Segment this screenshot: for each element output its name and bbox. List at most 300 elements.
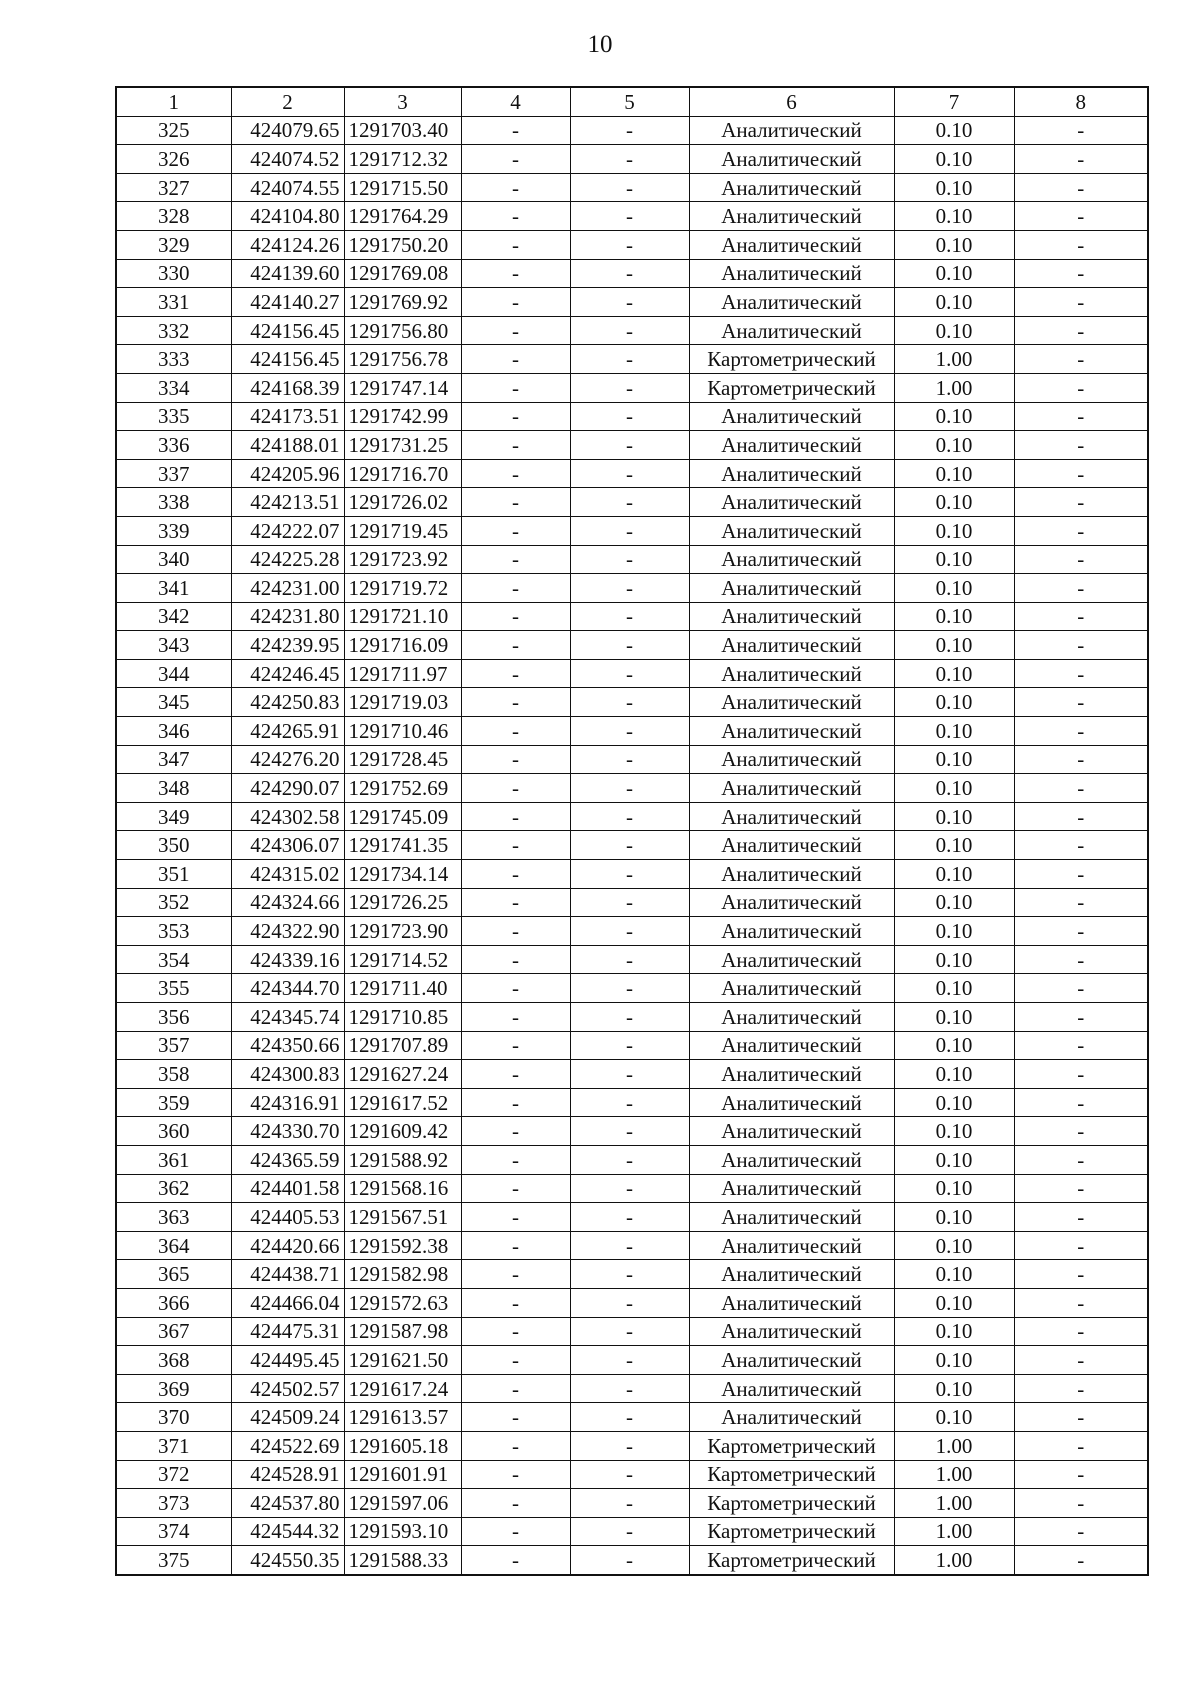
table-row <box>116 1145 1148 1174</box>
point-number-cell: 344 <box>116 659 231 688</box>
col8-cell: - <box>1014 1431 1148 1460</box>
table-row <box>116 288 1148 317</box>
point-number-cell: 360 <box>116 1117 231 1146</box>
y-coordinate-cell: 1291726.02 <box>344 488 461 517</box>
col8-cell: - <box>1014 1117 1148 1146</box>
point-number-cell: 333 <box>116 345 231 374</box>
method-cell: Аналитический <box>689 488 894 517</box>
col8-cell: - <box>1014 1374 1148 1403</box>
accuracy-cell: 0.10 <box>894 459 1014 488</box>
col5-cell: - <box>570 1174 689 1203</box>
col8-cell: - <box>1014 888 1148 917</box>
method-cell: Картометрический <box>689 373 894 402</box>
col4-cell: - <box>461 1060 570 1089</box>
table-row <box>116 202 1148 231</box>
method-cell: Аналитический <box>689 202 894 231</box>
y-coordinate-cell: 1291719.03 <box>344 688 461 717</box>
accuracy-cell: 0.10 <box>894 1346 1014 1375</box>
x-coordinate-cell: 424420.66 <box>231 1231 344 1260</box>
col4-cell: - <box>461 145 570 174</box>
table-row <box>116 1317 1148 1346</box>
method-cell: Аналитический <box>689 316 894 345</box>
col8-cell: - <box>1014 659 1148 688</box>
x-coordinate-cell: 424104.80 <box>231 202 344 231</box>
col4-cell: - <box>461 288 570 317</box>
col5-cell: - <box>570 116 689 145</box>
col5-cell: - <box>570 974 689 1003</box>
point-number-cell: 358 <box>116 1060 231 1089</box>
x-coordinate-cell: 424509.24 <box>231 1403 344 1432</box>
x-coordinate-cell: 424350.66 <box>231 1031 344 1060</box>
col8-cell: - <box>1014 1460 1148 1489</box>
accuracy-cell: 0.10 <box>894 860 1014 889</box>
x-coordinate-cell: 424140.27 <box>231 288 344 317</box>
method-cell: Аналитический <box>689 116 894 145</box>
col4-cell: - <box>461 1346 570 1375</box>
col8-cell: - <box>1014 1489 1148 1518</box>
y-coordinate-cell: 1291719.72 <box>344 574 461 603</box>
col8-cell: - <box>1014 602 1148 631</box>
point-number-cell: 374 <box>116 1517 231 1546</box>
y-coordinate-cell: 1291605.18 <box>344 1431 461 1460</box>
table-row <box>116 316 1148 345</box>
col5-cell: - <box>570 1374 689 1403</box>
col5-cell: - <box>570 631 689 660</box>
y-coordinate-cell: 1291587.98 <box>344 1317 461 1346</box>
method-cell: Аналитический <box>689 1060 894 1089</box>
col5-cell: - <box>570 717 689 746</box>
point-number-cell: 365 <box>116 1260 231 1289</box>
y-coordinate-cell: 1291572.63 <box>344 1288 461 1317</box>
col8-cell: - <box>1014 802 1148 831</box>
point-number-cell: 342 <box>116 602 231 631</box>
col5-cell: - <box>570 1260 689 1289</box>
method-cell: Картометрический <box>689 345 894 374</box>
col5-cell: - <box>570 230 689 259</box>
table-row <box>116 574 1148 603</box>
x-coordinate-cell: 424139.60 <box>231 259 344 288</box>
point-number-cell: 368 <box>116 1346 231 1375</box>
y-coordinate-cell: 1291769.92 <box>344 288 461 317</box>
accuracy-cell: 0.10 <box>894 230 1014 259</box>
point-number-cell: 352 <box>116 888 231 917</box>
y-coordinate-cell: 1291742.99 <box>344 402 461 431</box>
y-coordinate-cell: 1291734.14 <box>344 860 461 889</box>
table-row <box>116 1060 1148 1089</box>
x-coordinate-cell: 424401.58 <box>231 1174 344 1203</box>
col8-cell: - <box>1014 145 1148 174</box>
header-cell: 2 <box>231 87 344 116</box>
point-number-cell: 375 <box>116 1546 231 1575</box>
col8-cell: - <box>1014 1346 1148 1375</box>
x-coordinate-cell: 424322.90 <box>231 917 344 946</box>
point-number-cell: 330 <box>116 259 231 288</box>
col5-cell: - <box>570 145 689 174</box>
col8-cell: - <box>1014 688 1148 717</box>
method-cell: Аналитический <box>689 1203 894 1232</box>
method-cell: Аналитический <box>689 459 894 488</box>
x-coordinate-cell: 424231.00 <box>231 574 344 603</box>
accuracy-cell: 1.00 <box>894 345 1014 374</box>
x-coordinate-cell: 424495.45 <box>231 1346 344 1375</box>
y-coordinate-cell: 1291711.40 <box>344 974 461 1003</box>
point-number-cell: 372 <box>116 1460 231 1489</box>
method-cell: Аналитический <box>689 259 894 288</box>
header-cell: 5 <box>570 87 689 116</box>
x-coordinate-cell: 424405.53 <box>231 1203 344 1232</box>
accuracy-cell: 0.10 <box>894 1288 1014 1317</box>
x-coordinate-cell: 424265.91 <box>231 717 344 746</box>
col8-cell: - <box>1014 373 1148 402</box>
col5-cell: - <box>570 688 689 717</box>
y-coordinate-cell: 1291617.24 <box>344 1374 461 1403</box>
col4-cell: - <box>461 488 570 517</box>
col8-cell: - <box>1014 945 1148 974</box>
col4-cell: - <box>461 373 570 402</box>
x-coordinate-cell: 424344.70 <box>231 974 344 1003</box>
col8-cell: - <box>1014 488 1148 517</box>
table-row <box>116 1260 1148 1289</box>
method-cell: Картометрический <box>689 1489 894 1518</box>
method-cell: Аналитический <box>689 974 894 1003</box>
col8-cell: - <box>1014 717 1148 746</box>
method-cell: Аналитический <box>689 659 894 688</box>
accuracy-cell: 0.10 <box>894 1260 1014 1289</box>
col4-cell: - <box>461 316 570 345</box>
point-number-cell: 334 <box>116 373 231 402</box>
accuracy-cell: 0.10 <box>894 659 1014 688</box>
method-cell: Аналитический <box>689 230 894 259</box>
col5-cell: - <box>570 516 689 545</box>
x-coordinate-cell: 424466.04 <box>231 1288 344 1317</box>
y-coordinate-cell: 1291627.24 <box>344 1060 461 1089</box>
accuracy-cell: 0.10 <box>894 688 1014 717</box>
col8-cell: - <box>1014 745 1148 774</box>
table-row <box>116 1403 1148 1432</box>
col5-cell: - <box>570 1346 689 1375</box>
y-coordinate-cell: 1291756.80 <box>344 316 461 345</box>
col8-cell: - <box>1014 1231 1148 1260</box>
x-coordinate-cell: 424074.55 <box>231 173 344 202</box>
accuracy-cell: 0.10 <box>894 1145 1014 1174</box>
method-cell: Аналитический <box>689 545 894 574</box>
x-coordinate-cell: 424528.91 <box>231 1460 344 1489</box>
col8-cell: - <box>1014 516 1148 545</box>
method-cell: Аналитический <box>689 917 894 946</box>
x-coordinate-cell: 424300.83 <box>231 1060 344 1089</box>
y-coordinate-cell: 1291712.32 <box>344 145 461 174</box>
point-number-cell: 367 <box>116 1317 231 1346</box>
accuracy-cell: 0.10 <box>894 1031 1014 1060</box>
y-coordinate-cell: 1291726.25 <box>344 888 461 917</box>
col8-cell: - <box>1014 1403 1148 1432</box>
col8-cell: - <box>1014 202 1148 231</box>
point-number-cell: 350 <box>116 831 231 860</box>
point-number-cell: 359 <box>116 1088 231 1117</box>
table-row <box>116 860 1148 889</box>
col5-cell: - <box>570 602 689 631</box>
point-number-cell: 362 <box>116 1174 231 1203</box>
table-row <box>116 1288 1148 1317</box>
point-number-cell: 373 <box>116 1489 231 1518</box>
col5-cell: - <box>570 1145 689 1174</box>
x-coordinate-cell: 424345.74 <box>231 1003 344 1032</box>
col8-cell: - <box>1014 230 1148 259</box>
table-row <box>116 745 1148 774</box>
col5-cell: - <box>570 1403 689 1432</box>
y-coordinate-cell: 1291588.92 <box>344 1145 461 1174</box>
col4-cell: - <box>461 202 570 231</box>
accuracy-cell: 1.00 <box>894 1460 1014 1489</box>
accuracy-cell: 0.10 <box>894 745 1014 774</box>
table-row <box>116 917 1148 946</box>
col5-cell: - <box>570 1117 689 1146</box>
col8-cell: - <box>1014 459 1148 488</box>
method-cell: Картометрический <box>689 1546 894 1575</box>
point-number-cell: 329 <box>116 230 231 259</box>
method-cell: Аналитический <box>689 288 894 317</box>
col8-cell: - <box>1014 1203 1148 1232</box>
col8-cell: - <box>1014 288 1148 317</box>
x-coordinate-cell: 424156.45 <box>231 316 344 345</box>
col5-cell: - <box>570 1231 689 1260</box>
col5-cell: - <box>570 1031 689 1060</box>
col8-cell: - <box>1014 631 1148 660</box>
col4-cell: - <box>461 1317 570 1346</box>
col4-cell: - <box>461 1260 570 1289</box>
point-number-cell: 355 <box>116 974 231 1003</box>
col5-cell: - <box>570 1517 689 1546</box>
col4-cell: - <box>461 831 570 860</box>
method-cell: Аналитический <box>689 431 894 460</box>
method-cell: Аналитический <box>689 945 894 974</box>
y-coordinate-cell: 1291719.45 <box>344 516 461 545</box>
point-number-cell: 335 <box>116 402 231 431</box>
col4-cell: - <box>461 974 570 1003</box>
table-row <box>116 1546 1148 1575</box>
y-coordinate-cell: 1291613.57 <box>344 1403 461 1432</box>
accuracy-cell: 0.10 <box>894 1203 1014 1232</box>
col8-cell: - <box>1014 1517 1148 1546</box>
x-coordinate-cell: 424302.58 <box>231 802 344 831</box>
accuracy-cell: 0.10 <box>894 202 1014 231</box>
x-coordinate-cell: 424079.65 <box>231 116 344 145</box>
accuracy-cell: 0.10 <box>894 974 1014 1003</box>
accuracy-cell: 0.10 <box>894 173 1014 202</box>
method-cell: Аналитический <box>689 631 894 660</box>
x-coordinate-cell: 424315.02 <box>231 860 344 889</box>
x-coordinate-cell: 424231.80 <box>231 602 344 631</box>
header-cell: 8 <box>1014 87 1148 116</box>
table-row <box>116 545 1148 574</box>
table-row <box>116 145 1148 174</box>
y-coordinate-cell: 1291567.51 <box>344 1203 461 1232</box>
table-row <box>116 1117 1148 1146</box>
col5-cell: - <box>570 831 689 860</box>
col4-cell: - <box>461 345 570 374</box>
col8-cell: - <box>1014 774 1148 803</box>
point-number-cell: 369 <box>116 1374 231 1403</box>
col5-cell: - <box>570 259 689 288</box>
y-coordinate-cell: 1291731.25 <box>344 431 461 460</box>
table-row <box>116 888 1148 917</box>
table-row <box>116 1460 1148 1489</box>
accuracy-cell: 1.00 <box>894 1546 1014 1575</box>
point-number-cell: 336 <box>116 431 231 460</box>
col4-cell: - <box>461 1460 570 1489</box>
col5-cell: - <box>570 202 689 231</box>
point-number-cell: 326 <box>116 145 231 174</box>
y-coordinate-cell: 1291592.38 <box>344 1231 461 1260</box>
col5-cell: - <box>570 659 689 688</box>
col5-cell: - <box>570 173 689 202</box>
x-coordinate-cell: 424316.91 <box>231 1088 344 1117</box>
col4-cell: - <box>461 602 570 631</box>
accuracy-cell: 0.10 <box>894 316 1014 345</box>
col5-cell: - <box>570 431 689 460</box>
col8-cell: - <box>1014 1003 1148 1032</box>
y-coordinate-cell: 1291728.45 <box>344 745 461 774</box>
x-coordinate-cell: 424225.28 <box>231 545 344 574</box>
col8-cell: - <box>1014 1317 1148 1346</box>
col4-cell: - <box>461 431 570 460</box>
y-coordinate-cell: 1291756.78 <box>344 345 461 374</box>
col4-cell: - <box>461 802 570 831</box>
col5-cell: - <box>570 745 689 774</box>
method-cell: Аналитический <box>689 602 894 631</box>
y-coordinate-cell: 1291601.91 <box>344 1460 461 1489</box>
accuracy-cell: 0.10 <box>894 1374 1014 1403</box>
table-body <box>116 116 1148 1575</box>
accuracy-cell: 0.10 <box>894 717 1014 746</box>
col5-cell: - <box>570 774 689 803</box>
table-row <box>116 345 1148 374</box>
point-number-cell: 345 <box>116 688 231 717</box>
col8-cell: - <box>1014 116 1148 145</box>
col4-cell: - <box>461 1088 570 1117</box>
col8-cell: - <box>1014 431 1148 460</box>
col4-cell: - <box>461 1489 570 1518</box>
col5-cell: - <box>570 1431 689 1460</box>
col8-cell: - <box>1014 1031 1148 1060</box>
method-cell: Аналитический <box>689 574 894 603</box>
col4-cell: - <box>461 659 570 688</box>
table-row <box>116 402 1148 431</box>
y-coordinate-cell: 1291715.50 <box>344 173 461 202</box>
x-coordinate-cell: 424239.95 <box>231 631 344 660</box>
y-coordinate-cell: 1291769.08 <box>344 259 461 288</box>
col8-cell: - <box>1014 574 1148 603</box>
accuracy-cell: 0.10 <box>894 631 1014 660</box>
col4-cell: - <box>461 717 570 746</box>
x-coordinate-cell: 424475.31 <box>231 1317 344 1346</box>
accuracy-cell: 0.10 <box>894 516 1014 545</box>
method-cell: Аналитический <box>689 1346 894 1375</box>
y-coordinate-cell: 1291711.97 <box>344 659 461 688</box>
col5-cell: - <box>570 917 689 946</box>
col5-cell: - <box>570 1203 689 1232</box>
col8-cell: - <box>1014 831 1148 860</box>
col4-cell: - <box>461 917 570 946</box>
accuracy-cell: 0.10 <box>894 545 1014 574</box>
col8-cell: - <box>1014 402 1148 431</box>
col8-cell: - <box>1014 1260 1148 1289</box>
accuracy-cell: 1.00 <box>894 1431 1014 1460</box>
y-coordinate-cell: 1291597.06 <box>344 1489 461 1518</box>
col4-cell: - <box>461 1517 570 1546</box>
y-coordinate-cell: 1291764.29 <box>344 202 461 231</box>
method-cell: Аналитический <box>689 1174 894 1203</box>
method-cell: Аналитический <box>689 1117 894 1146</box>
table-row <box>116 1031 1148 1060</box>
table-row <box>116 1088 1148 1117</box>
coordinates-table <box>115 86 1149 1576</box>
col5-cell: - <box>570 802 689 831</box>
table-row <box>116 717 1148 746</box>
table-row <box>116 173 1148 202</box>
col4-cell: - <box>461 1145 570 1174</box>
method-cell: Картометрический <box>689 1460 894 1489</box>
col8-cell: - <box>1014 259 1148 288</box>
col8-cell: - <box>1014 1546 1148 1575</box>
col4-cell: - <box>461 774 570 803</box>
col4-cell: - <box>461 1003 570 1032</box>
col5-cell: - <box>570 1489 689 1518</box>
accuracy-cell: 0.10 <box>894 1003 1014 1032</box>
col4-cell: - <box>461 1374 570 1403</box>
table-row <box>116 1489 1148 1518</box>
col5-cell: - <box>570 1460 689 1489</box>
header-cell: 4 <box>461 87 570 116</box>
accuracy-cell: 0.10 <box>894 1403 1014 1432</box>
y-coordinate-cell: 1291714.52 <box>344 945 461 974</box>
y-coordinate-cell: 1291745.09 <box>344 802 461 831</box>
y-coordinate-cell: 1291723.90 <box>344 917 461 946</box>
col5-cell: - <box>570 574 689 603</box>
col5-cell: - <box>570 373 689 402</box>
accuracy-cell: 0.10 <box>894 802 1014 831</box>
table-row <box>116 831 1148 860</box>
point-number-cell: 363 <box>116 1203 231 1232</box>
y-coordinate-cell: 1291703.40 <box>344 116 461 145</box>
y-coordinate-cell: 1291752.69 <box>344 774 461 803</box>
y-coordinate-cell: 1291723.92 <box>344 545 461 574</box>
table-row <box>116 659 1148 688</box>
point-number-cell: 331 <box>116 288 231 317</box>
accuracy-cell: 0.10 <box>894 1231 1014 1260</box>
y-coordinate-cell: 1291593.10 <box>344 1517 461 1546</box>
point-number-cell: 351 <box>116 860 231 889</box>
y-coordinate-cell: 1291588.33 <box>344 1546 461 1575</box>
x-coordinate-cell: 424550.35 <box>231 1546 344 1575</box>
x-coordinate-cell: 424502.57 <box>231 1374 344 1403</box>
y-coordinate-cell: 1291750.20 <box>344 230 461 259</box>
point-number-cell: 356 <box>116 1003 231 1032</box>
y-coordinate-cell: 1291741.35 <box>344 831 461 860</box>
x-coordinate-cell: 424205.96 <box>231 459 344 488</box>
col4-cell: - <box>461 1117 570 1146</box>
y-coordinate-cell: 1291721.10 <box>344 602 461 631</box>
point-number-cell: 327 <box>116 173 231 202</box>
col4-cell: - <box>461 173 570 202</box>
method-cell: Аналитический <box>689 774 894 803</box>
accuracy-cell: 0.10 <box>894 431 1014 460</box>
table-row <box>116 1003 1148 1032</box>
col4-cell: - <box>461 1403 570 1432</box>
table-row <box>116 1174 1148 1203</box>
x-coordinate-cell: 424188.01 <box>231 431 344 460</box>
col8-cell: - <box>1014 173 1148 202</box>
